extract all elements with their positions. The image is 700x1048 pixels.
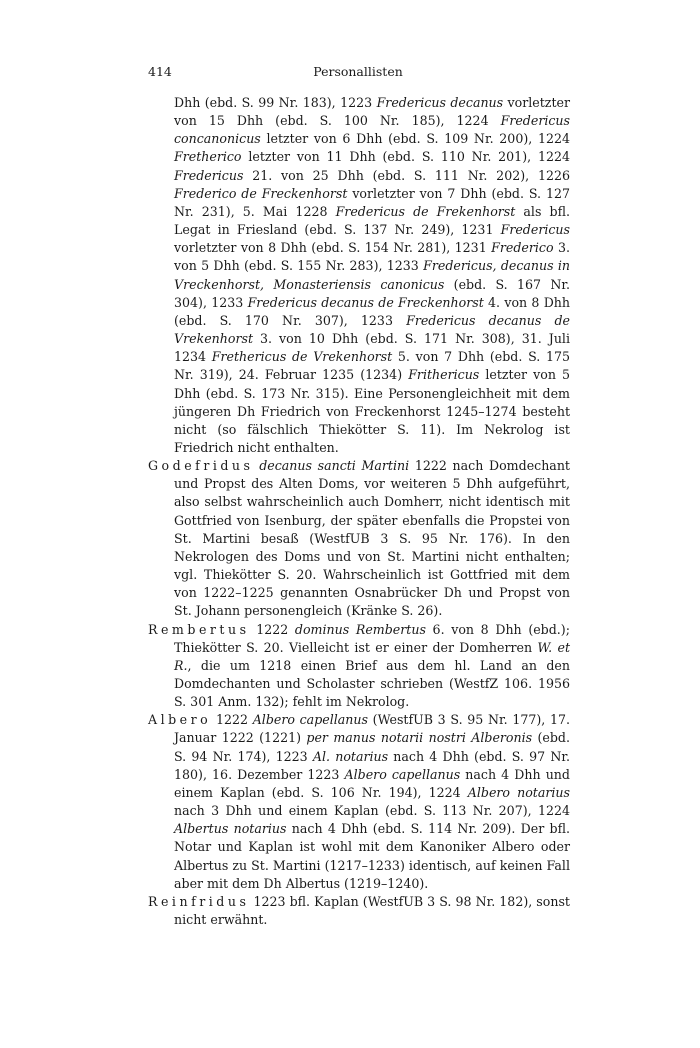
entry-godefridus [148, 457, 570, 620]
running-title: Personallisten [313, 64, 403, 79]
entry-albero [148, 711, 570, 893]
entry-reinfridus [148, 893, 570, 929]
entry-text: 1223 bfl. Kaplan (WestfUB 3 S. 98 Nr. 182), sonst nicht erwähnt. [174, 893, 570, 928]
entry-headword: Albero [148, 712, 212, 728]
entry-headword: Reinfridus [148, 893, 250, 909]
entry-rembertus [148, 621, 570, 712]
entry-headword: Godefridus [148, 458, 254, 474]
entry-text: 1222 Albero capellanus (WestfUB 3 S. 95 Nr. 177), 17. Januar 1222 (1221) per manus notarii nostri Alberonis (ebd. S. 94 Nr. 174), 1223 Al. notarius nach 4 Dhh (ebd. S. 97 Nr. 180), 16. Dezember 1223 Albero capellanus nach 4 Dhh und einem Kaplan (ebd. S. 106 Nr. 194), 1224 Albero notarius nach 3 Dhh und einem Kaplan (ebd. S. 113 Nr. 207), 1224 Albertus notarius nach 4 Dhh (ebd. S. 114 Nr. 209). Der bfl. Notar und Kaplan ist wohl mit dem Kanoniker Albero oder Albertus zu St. Martini (1217–1233) identisch, auf keinen Fall aber mit dem Dh Albertus (1219–1240). [174, 712, 571, 891]
entry-continuation [148, 94, 570, 457]
page-number: 414 [148, 64, 172, 79]
text-block [148, 94, 570, 929]
entry-text: 1222 dominus Rembertus 6. von 8 Dhh (ebd.); Thiekötter S. 20. Vielleicht ist er einer der Domherren W. et R., die um 1218 einen Brief aus dem hl. Land an den Domdechanten und Scholaster schrieben (WestfZ 106. 1956 S. 301 Anm. 132); fehlt im Nekrolog. [174, 621, 570, 710]
entry-headword: Rembertus [148, 621, 250, 637]
entry-text: decanus sancti Martini 1222 nach Domdechant und Propst des Alten Doms, vor weiteren 5 Dhh aufgeführt, also selbst wahrscheinlich auch Domherr, nicht identisch mit Gottfried von Isenburg, der später ebenfalls die Propstei von St. Martini besaß (WestfUB 3 S. 95 Nr. 176). In den Nekrologen des Doms und von St. Martini nicht enthalten; vgl. Thiekötter S. 20. Wahrscheinlich ist Gottfried mit dem von 1222–1225 genannten Osnabrücker Dh und Propst von St. Johann personengleich (Kränke S. 26). [174, 458, 570, 619]
entry-text: Dhh (ebd. S. 99 Nr. 183), 1223 Fredericus decanus vorletzter von 15 Dhh (ebd. S. 100 Nr. 185), 1224 Fredericus concanonicus letzter von 6 Dhh (ebd. S. 109 Nr. 200), 1224 Fretherico letzter von 11 Dhh (ebd. S. 110 Nr. 201), 1224 Fredericus 21. von 25 Dhh (ebd. S. 111 Nr. 202), 1226 Frederico de Freckenhorst vorletzter von 7 Dhh (ebd. S. 127 Nr. 231), 5. Mai 1228 Fredericus de Frekenhorst als bfl. Legat in Friesland (ebd. S. 137 Nr. 249), 1231 Fredericus vorletzter von 8 Dhh (ebd. S. 154 Nr. 281), 1231 Frederico 3. von 5 Dhh (ebd. S. 155 Nr. 283), 1233 Fredericus, decanus in Vreckenhorst, Monasteriensis canonicus (ebd. S. 167 Nr. 304), 1233 Fredericus decanus de Freckenhorst 4. von 8 Dhh (ebd. S. 170 Nr. 307), 1233 Fredericus decanus de Vrekenhorst 3. von 10 Dhh (ebd. S. 171 Nr. 308), 31. Juli 1234 Frethericus de Vrekenhorst 5. von 7 Dhh (ebd. S. 175 Nr. 319), 24. Februar 1235 (1234) Frithericus letzter von 5 Dhh (ebd. S. 173 Nr. 315). Eine Personengleichheit mit dem jüngeren Dh Friedrich von Freckenhorst 1245–1274 besteht nicht (so fälschlich Thiekötter S. 11). Im Nekrolog ist Friedrich nicht enthalten. [174, 95, 571, 455]
